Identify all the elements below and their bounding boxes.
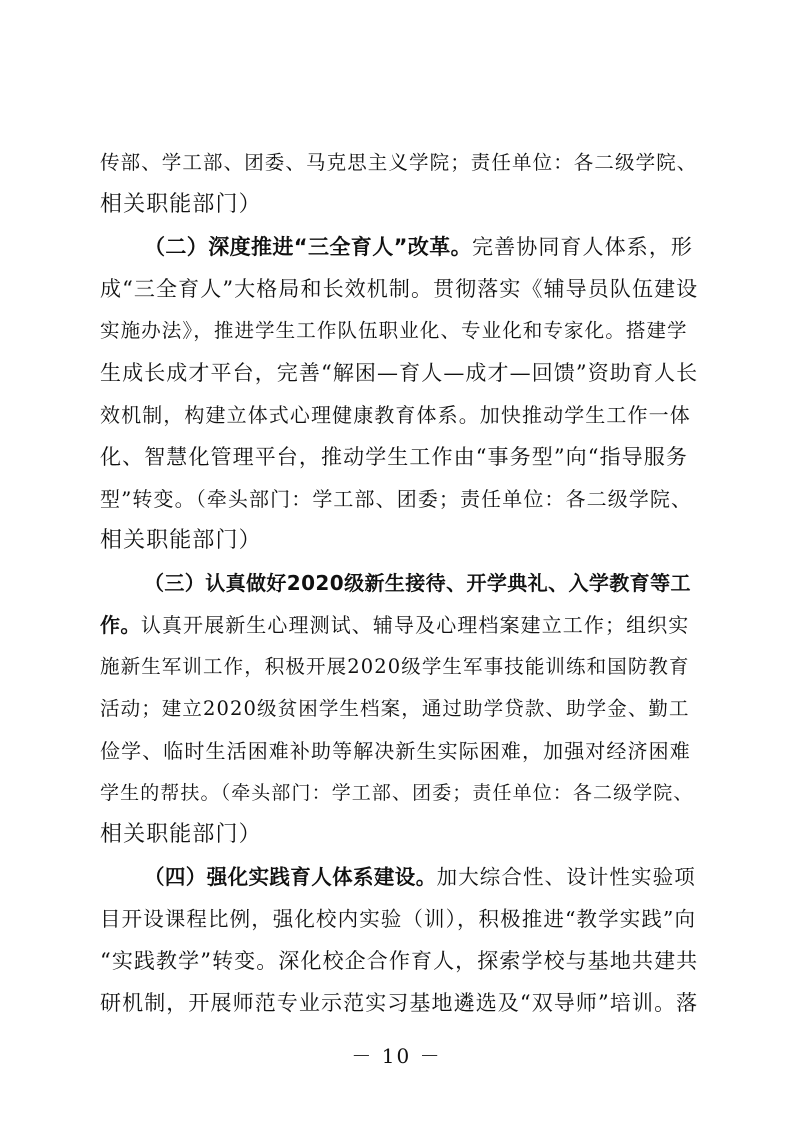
paragraph-text: 完善协同育人体系，形 xyxy=(472,235,694,259)
paragraph-line: “实践教学”转变。深化校企合作育人，探索学校与基地共建共 xyxy=(100,949,699,973)
paragraph-line: 学生的帮扶。（牵头部门：学工部、团委；责任单位：各二级学院、 xyxy=(100,782,694,804)
section-heading-end: 作。 xyxy=(100,613,141,637)
paragraph-line: 生成长成才平台，完善“解困—育人—成才—回馈”资助育人长 xyxy=(100,361,699,385)
paragraph-line: 相关职能部门） xyxy=(100,192,262,217)
paragraph-line: 研机制，开展师范专业示范实习基地遴选及“双导师”培训。落 xyxy=(100,991,699,1015)
paragraph-line: 活动；建立2020级贫困学生档案，通过助学贷款、助学金、勤工 xyxy=(100,697,690,720)
paragraph-line: 施新生军训工作，积极开展2020级学生军事技能训练和国防教育 xyxy=(100,655,690,678)
paragraph-line: 型”转变。（牵头部门：学工部、团委；责任单位：各二级学院、 xyxy=(100,487,693,511)
paragraph-line xyxy=(100,608,700,642)
paragraph-line: 化、智慧化管理平台，推动学生工作由“事务型”向“指导服务 xyxy=(100,445,689,469)
paragraph-line: 效机制，构建立体式心理健康教育体系。加快推动学生工作一体 xyxy=(100,403,691,427)
paragraph-first-line xyxy=(144,860,700,894)
paragraph-text: 加大综合性、设计性实验项 xyxy=(436,865,696,889)
paragraph-line: 成“三全育人”大格局和长效机制。贯彻落实《辅导员队伍建设 xyxy=(100,277,699,301)
paragraph-first-line xyxy=(144,230,700,264)
section-heading: （四）强化实践育人体系建设。 xyxy=(144,865,437,889)
paragraph-text: 认真开展新生心理测试、辅导及心理档案建立工作；组织实 xyxy=(140,613,690,637)
paragraph-line: 相关职能部门） xyxy=(100,822,262,847)
paragraph-line: 实施办法》，推进学生工作队伍职业化、专业化和专家化。搭建学 xyxy=(100,319,688,342)
paragraph-line: 传部、学工部、团委、马克思主义学院；责任单位：各二级学院、 xyxy=(100,151,698,174)
section-heading: （三）认真做好2020级新生接待、开学典礼、入学教育等工 xyxy=(144,571,691,595)
paragraph-line: 俭学、临时生活困难补助等解决新生实际困难，加强对经济困难 xyxy=(100,739,691,763)
paragraph-line: 相关职能部门） xyxy=(100,528,262,553)
page-number: － 10 － xyxy=(351,1044,442,1068)
paragraph-line: 目开设课程比例，强化校内实验（训），积极推进“教学实践”向 xyxy=(100,907,697,931)
section-heading: （二）深度推进“三全育人”改革。 xyxy=(144,235,473,259)
